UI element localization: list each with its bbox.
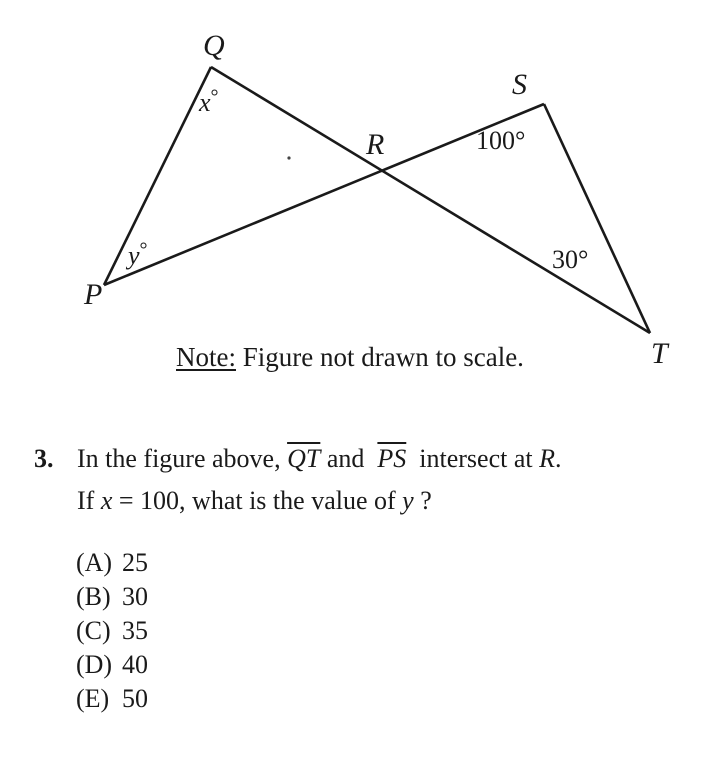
question-mark: ?: [420, 486, 432, 515]
segment-PQ: [104, 67, 211, 285]
note-label: Note:: [176, 342, 236, 372]
point-label-R: R: [366, 128, 385, 161]
question-if: If: [77, 486, 95, 515]
choice-E[interactable]: [76, 682, 148, 716]
choice-value: 25: [122, 548, 148, 577]
choice-A[interactable]: [76, 546, 148, 580]
question-var-x: x: [100, 486, 113, 515]
point-label-Q: Q: [203, 29, 225, 62]
question-equals: = 100,: [118, 486, 186, 515]
choice-D[interactable]: [76, 648, 148, 682]
segment-QT-label: $\overline{QT}$: [287, 444, 321, 473]
angle-x-degree: °: [210, 86, 219, 108]
question-point-R: R: [539, 444, 556, 473]
point-label-P: P: [84, 278, 103, 311]
choice-letter: (A): [76, 548, 113, 577]
point-label-S: S: [512, 68, 527, 101]
choice-letter: (E): [76, 684, 110, 713]
angle-x-var: x: [199, 88, 211, 117]
segment-PS-label: $\overline{PS}$: [377, 444, 407, 473]
angle-y-degree: °: [139, 239, 148, 261]
choice-value: 35: [122, 616, 148, 645]
question-line-2: [77, 480, 684, 522]
choice-letter: (C): [76, 616, 111, 645]
segment-QT: [211, 67, 650, 333]
question-line-1: [77, 438, 684, 480]
question-ask: what is the value of: [192, 486, 396, 515]
question-3: [34, 438, 684, 522]
question-period: .: [555, 444, 562, 473]
question-body: [77, 438, 684, 522]
segment-ST: [544, 104, 650, 333]
angle-y-var: y: [128, 241, 140, 270]
question-var-y: y: [402, 486, 414, 515]
choice-letter: (B): [76, 582, 111, 611]
question-number: 3.: [34, 444, 54, 473]
choice-value: 50: [122, 684, 148, 713]
point-label-T: T: [651, 337, 668, 370]
choice-letter: (D): [76, 650, 113, 679]
angle-label-y: [125, 239, 148, 270]
figure-note: [176, 342, 524, 373]
angle-label-T-30: 30°: [552, 245, 589, 274]
choice-value: 40: [122, 650, 148, 679]
note-text: Figure not drawn to scale.: [242, 342, 524, 372]
question-intro: In the figure above,: [77, 444, 281, 473]
angle-label-S-100: 100°: [476, 126, 526, 155]
choice-B[interactable]: [76, 580, 148, 614]
angle-label-x: [198, 86, 219, 117]
answer-choices: [76, 546, 148, 716]
question-intersect: intersect at: [419, 444, 533, 473]
stray-dot: [287, 156, 290, 159]
choice-C[interactable]: [76, 614, 148, 648]
question-and: and: [326, 444, 365, 473]
choice-value: 30: [122, 582, 148, 611]
